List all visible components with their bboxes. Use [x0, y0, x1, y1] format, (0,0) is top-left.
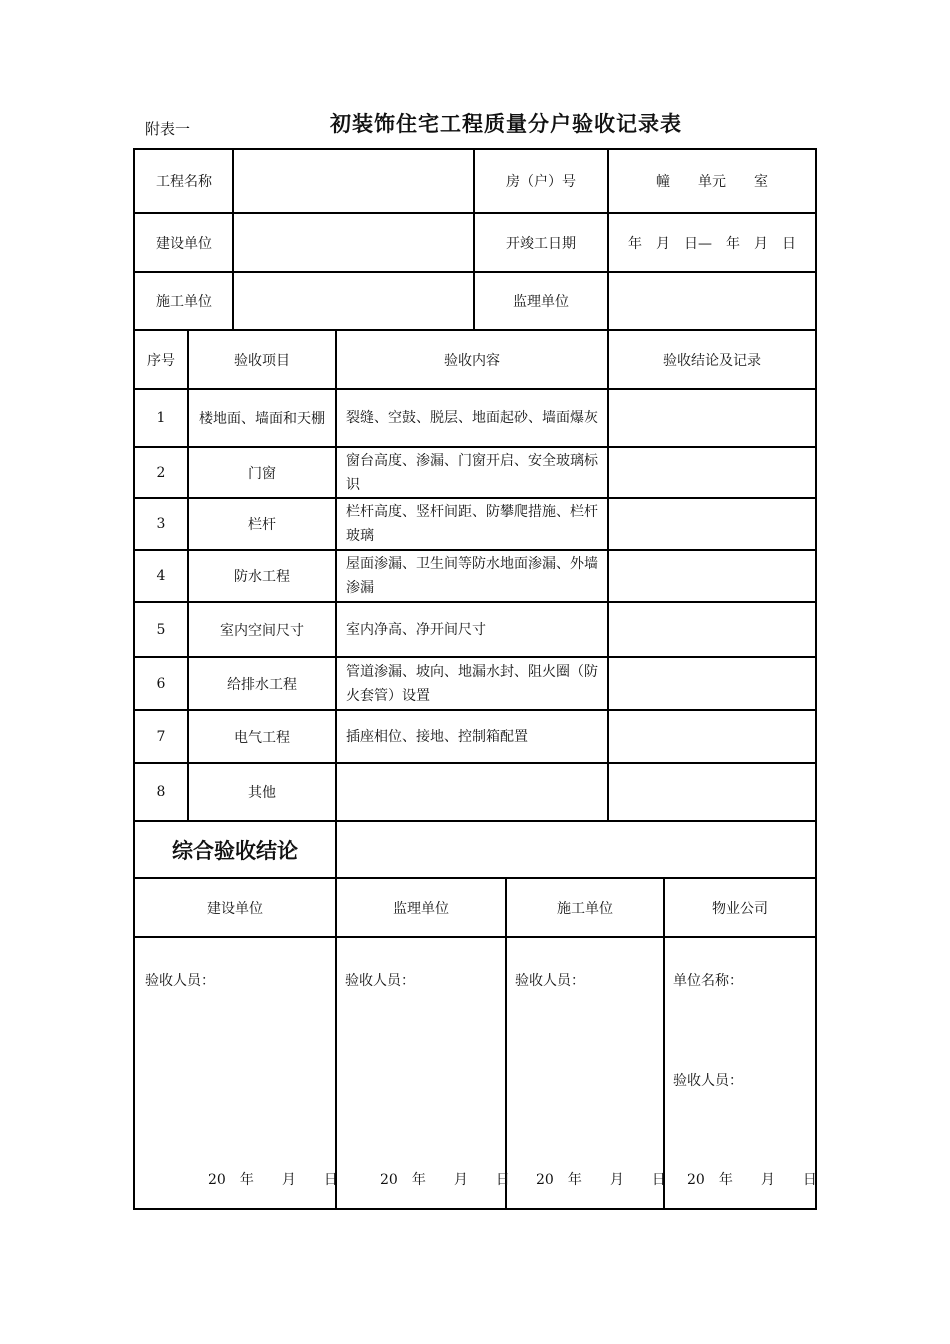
- row-1-item: 楼地面、墙面和天棚: [199, 411, 325, 427]
- party-contractor: 施工单位: [557, 900, 613, 917]
- row-7-no: 7: [156, 728, 166, 745]
- row-7-conclusion-field[interactable]: [609, 711, 815, 762]
- row-1-conclusion-field[interactable]: [609, 390, 815, 446]
- column-header-item: 验收项目: [234, 352, 290, 369]
- party-developer: 建设单位: [207, 900, 263, 917]
- row-7-item: 电气工程: [234, 729, 290, 746]
- row-6-no: 6: [156, 675, 166, 692]
- table-border-right: [815, 148, 817, 1210]
- row-5-item: 室内空间尺寸: [220, 622, 304, 639]
- room-label: 房（户）号: [506, 174, 576, 190]
- supervisor-inspector-label: 验收人员：: [345, 973, 415, 989]
- row-5-content: 室内净高、净开间尺寸: [346, 621, 486, 638]
- contractor-label: 施工单位: [156, 294, 212, 310]
- developer-date: 20 年 月 日: [208, 1172, 338, 1188]
- row-2-conclusion-field[interactable]: [609, 448, 815, 497]
- developer-inspector-label: 验收人员：: [145, 973, 215, 989]
- room-value[interactable]: 幢 单元 室: [656, 174, 768, 190]
- row-5-conclusion-field[interactable]: [609, 603, 815, 656]
- row-8-no: 8: [156, 784, 166, 800]
- row-3-item: 栏杆: [248, 517, 276, 533]
- row-2-item: 门窗: [248, 465, 276, 482]
- contractor-date: 20 年 月 日: [536, 1172, 666, 1188]
- column-header-conclusion: 验收结论及记录: [663, 352, 761, 369]
- supervisor-field[interactable]: [609, 273, 815, 329]
- row-4-conclusion-field[interactable]: [609, 551, 815, 601]
- dates-label: 开竣工日期: [506, 235, 576, 252]
- row-4-content: 屋面渗漏、卫生间等防水地面渗漏、外墙渗漏: [346, 556, 598, 596]
- developer-label: 建设单位: [156, 235, 212, 252]
- row-4-no: 4: [156, 568, 166, 584]
- row-3-no: 3: [156, 516, 166, 532]
- row-8-content-field[interactable]: [337, 764, 607, 820]
- row-8-item: 其他: [248, 785, 276, 801]
- row-divider: [134, 936, 817, 938]
- row-3-conclusion-field[interactable]: [609, 499, 815, 549]
- column-header-content: 验收内容: [444, 352, 500, 369]
- dates-value[interactable]: 年 月 日— 年 月 日: [628, 235, 796, 252]
- property-unit-name-label: 单位名称：: [673, 973, 743, 989]
- party-supervisor: 监理单位: [393, 900, 449, 917]
- row-3-content: 栏杆高度、竖杆间距、防攀爬措施、栏杆玻璃: [346, 504, 598, 544]
- row-2-content: 窗台高度、渗漏、门窗开启、安全玻璃标识: [346, 452, 598, 493]
- row-7-content: 插座相位、接地、控制箱配置: [346, 728, 528, 745]
- party-property: 物业公司: [712, 900, 768, 917]
- property-inspector-label: 验收人员：: [673, 1073, 743, 1089]
- attachment-label: 附表一: [145, 120, 191, 138]
- form-title: 初装饰住宅工程质量分户验收记录表: [330, 111, 682, 136]
- supervisor-date: 20 年 月 日: [380, 1172, 510, 1188]
- contractor-field[interactable]: [234, 273, 473, 329]
- property-date: 20 年 月 日: [687, 1172, 817, 1188]
- column-header-no: 序号: [147, 352, 175, 369]
- row-6-content: 管道渗漏、坡向、地漏水封、阻火圈（防火套管）设置: [346, 663, 598, 704]
- row-1-content: 裂缝、空鼓、脱层、地面起砂、墙面爆灰: [346, 410, 598, 426]
- summary-field[interactable]: [337, 822, 815, 877]
- table-border-bottom: [134, 1208, 817, 1210]
- row-4-item: 防水工程: [234, 569, 290, 585]
- row-1-no: 1: [156, 410, 166, 426]
- contractor-inspector-label: 验收人员：: [515, 973, 585, 989]
- project-name-field[interactable]: [234, 150, 473, 212]
- row-8-conclusion-field[interactable]: [609, 764, 815, 820]
- project-name-label: 工程名称: [156, 174, 212, 190]
- row-5-no: 5: [156, 621, 166, 638]
- row-6-conclusion-field[interactable]: [609, 658, 815, 709]
- row-2-no: 2: [156, 464, 166, 481]
- summary-label: 综合验收结论: [172, 837, 298, 863]
- row-6-item: 给排水工程: [227, 676, 297, 693]
- developer-field[interactable]: [234, 214, 473, 271]
- supervisor-label: 监理单位: [513, 294, 569, 310]
